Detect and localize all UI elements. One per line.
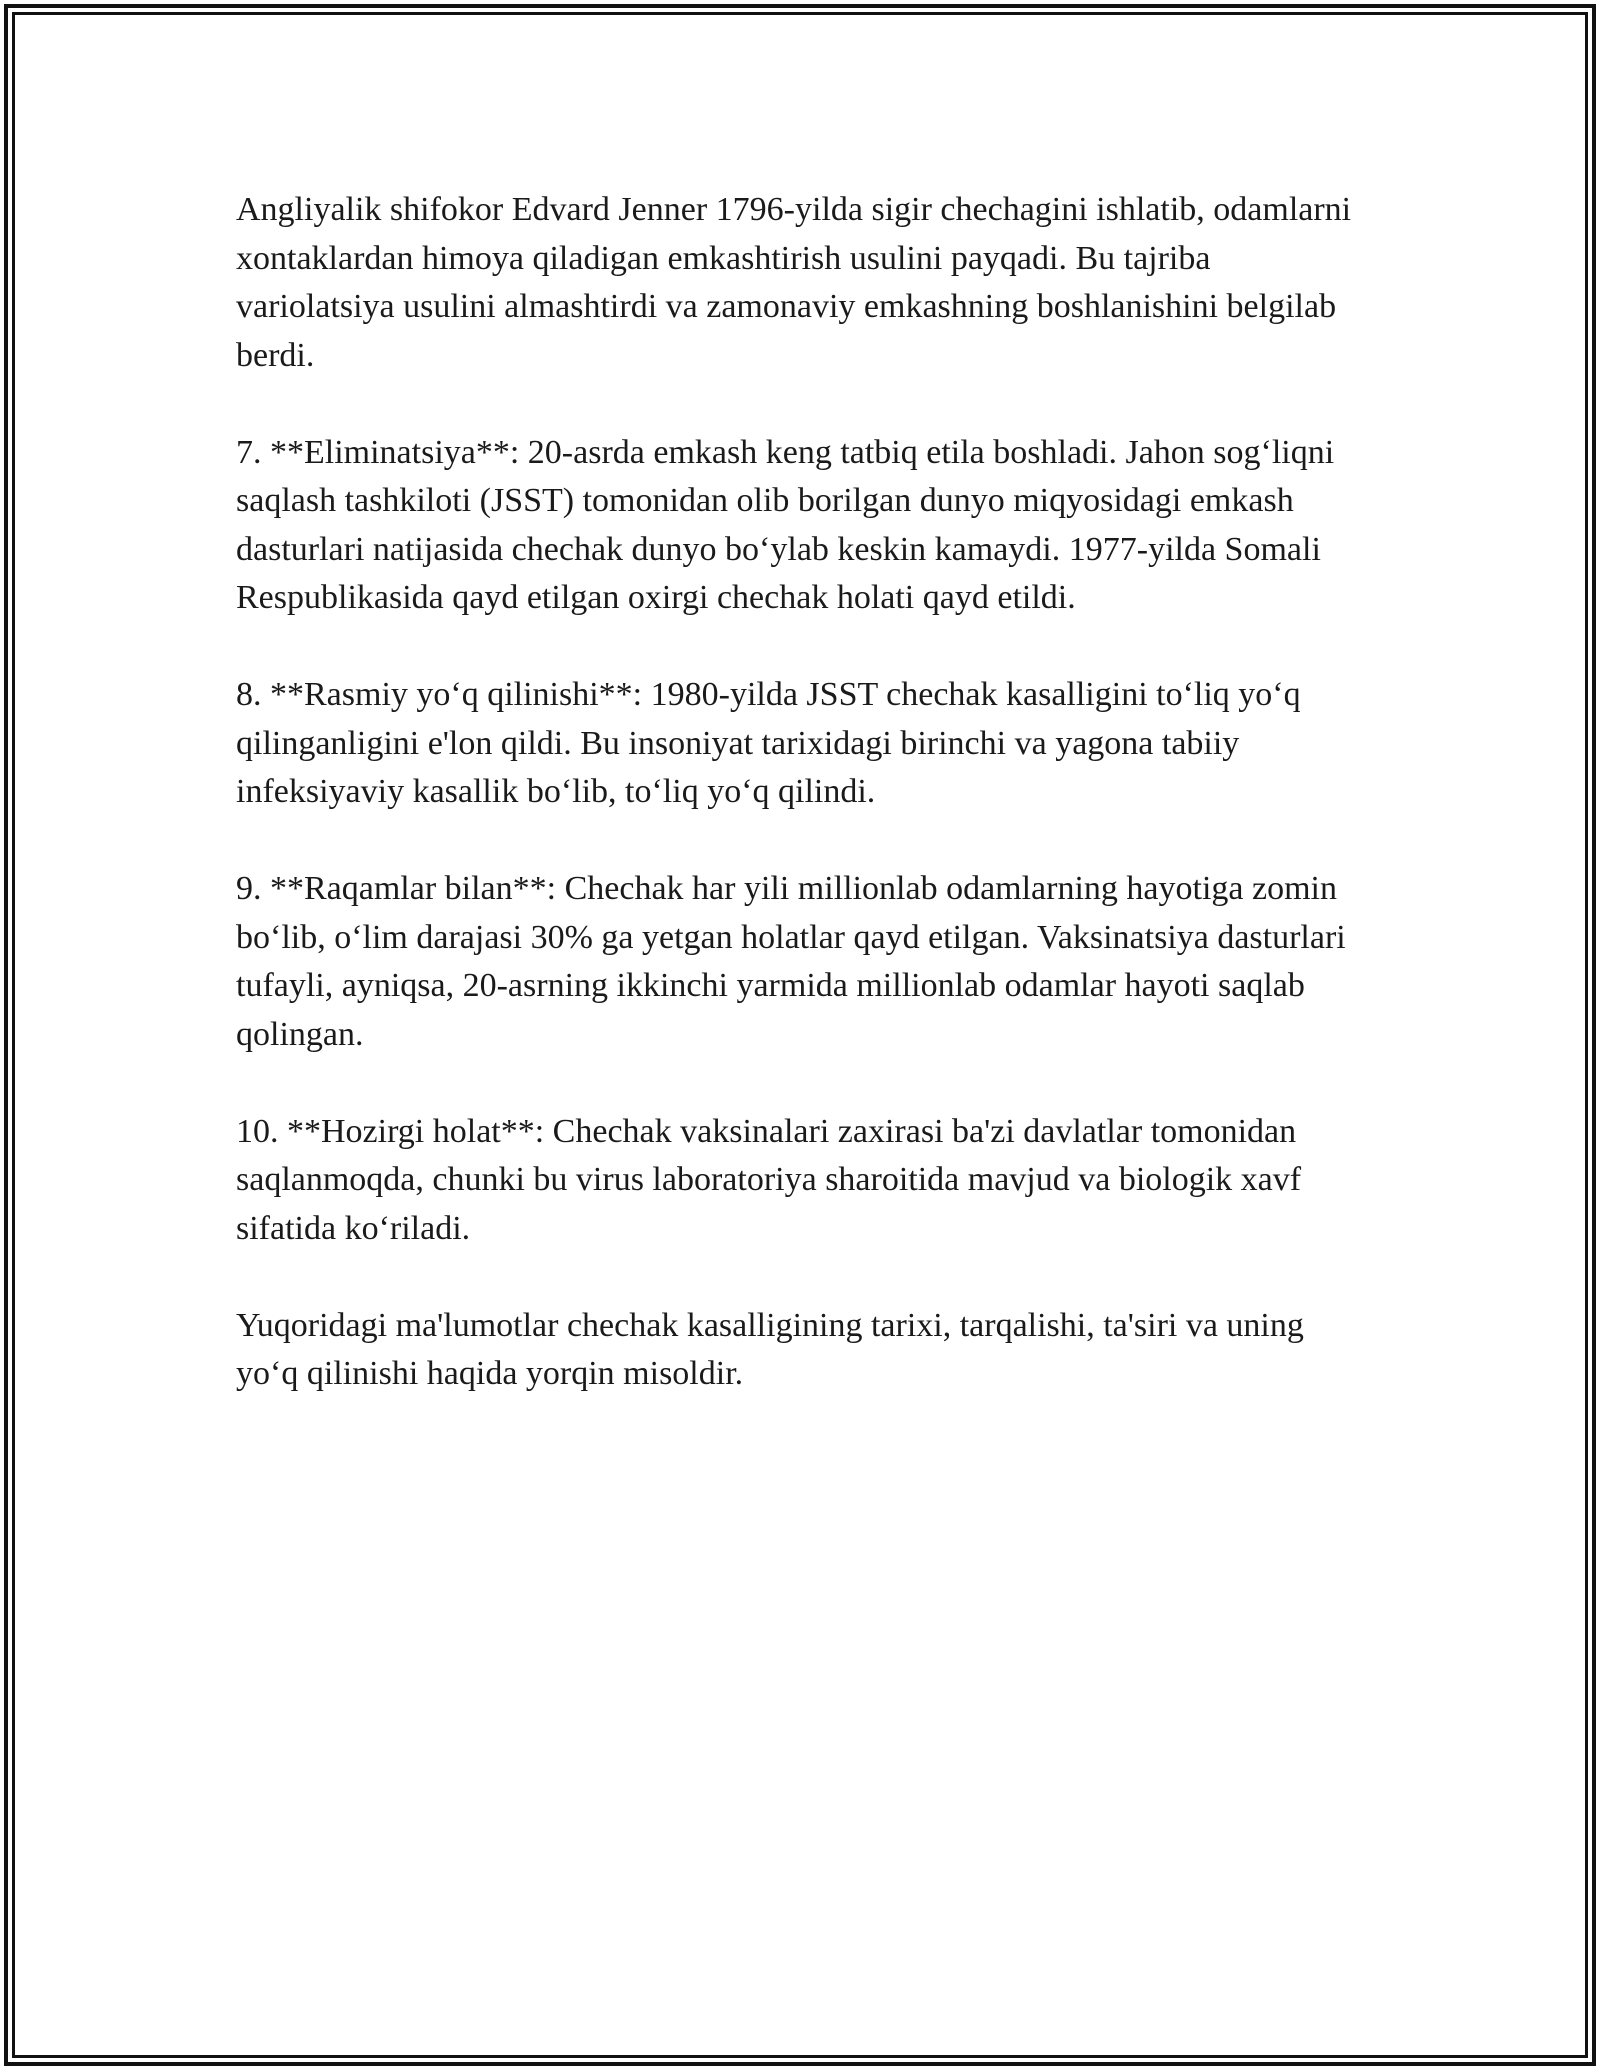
paragraph-hozirgi-holat: 10. **Hozirgi holat**: Chechak vaksinalari zaxirasi ba'zi davlatlar tomonidan saqlanmoqda, chunki bu virus laboratoriya sharoitida mavjud va biologik xavf sifatida ko‘riladi. [236, 1112, 1302, 1247]
paragraph-rasmiy-yoq-qilinishi: 8. **Rasmiy yo‘q qilinishi**: 1980-yilda JSST chechak kasalligini to‘liq yo‘q qilinganligini e'lon qildi. Bu insoniyat tarixidagi birinchi va yagona tabiiy infeksiyaviy kasallik bo‘lib, to‘liq yo‘q qilindi. [236, 676, 1301, 810]
paragraph-eliminatsiya: 7. **Eliminatsiya**: 20-asrda emkash keng tatbiq etila boshladi. Jahon sog‘liqni saqlash tashkiloti (JSST) tomonidan olib borilgan dunyo miqyosidagi emkash dasturlari natijasida chechak dunyo bo‘ylab keskin kamaydi. 1977-yilda Somali Respublikasida qayd etilgan oxirgi chechak holati qayd etildi. [236, 433, 1335, 616]
paragraph-conclusion: Yuqoridagi ma'lumotlar chechak kasalligining tarixi, tarqalishi, ta'siri va uning yo‘q qilinishi haqida yorqin misoldir. [236, 1306, 1304, 1392]
document-body [236, 186, 1356, 1447]
paragraph-jenner: Angliyalik shifokor Edvard Jenner 1796-yilda sigir chechagini ishlatib, odamlarni xontaklardan himoya qiladigan emkashtirish usulini payqadi. Bu tajriba variolatsiya usulini almashtirdi va zamonaviy emkashning boshlanishini belgilab berdi. [236, 191, 1352, 374]
paragraph-raqamlar-bilan: 9. **Raqamlar bilan**: Chechak har yili millionlab odamlarning hayotiga zomin bo‘lib, o‘lim darajasi 30% ga yetgan holatlar qayd etilgan. Vaksinatsiya dasturlari tufayli, ayniqsa, 20-asrning ikkinchi yarmida millionlab odamlar hayoti saqlab qolingan. [236, 870, 1346, 1053]
